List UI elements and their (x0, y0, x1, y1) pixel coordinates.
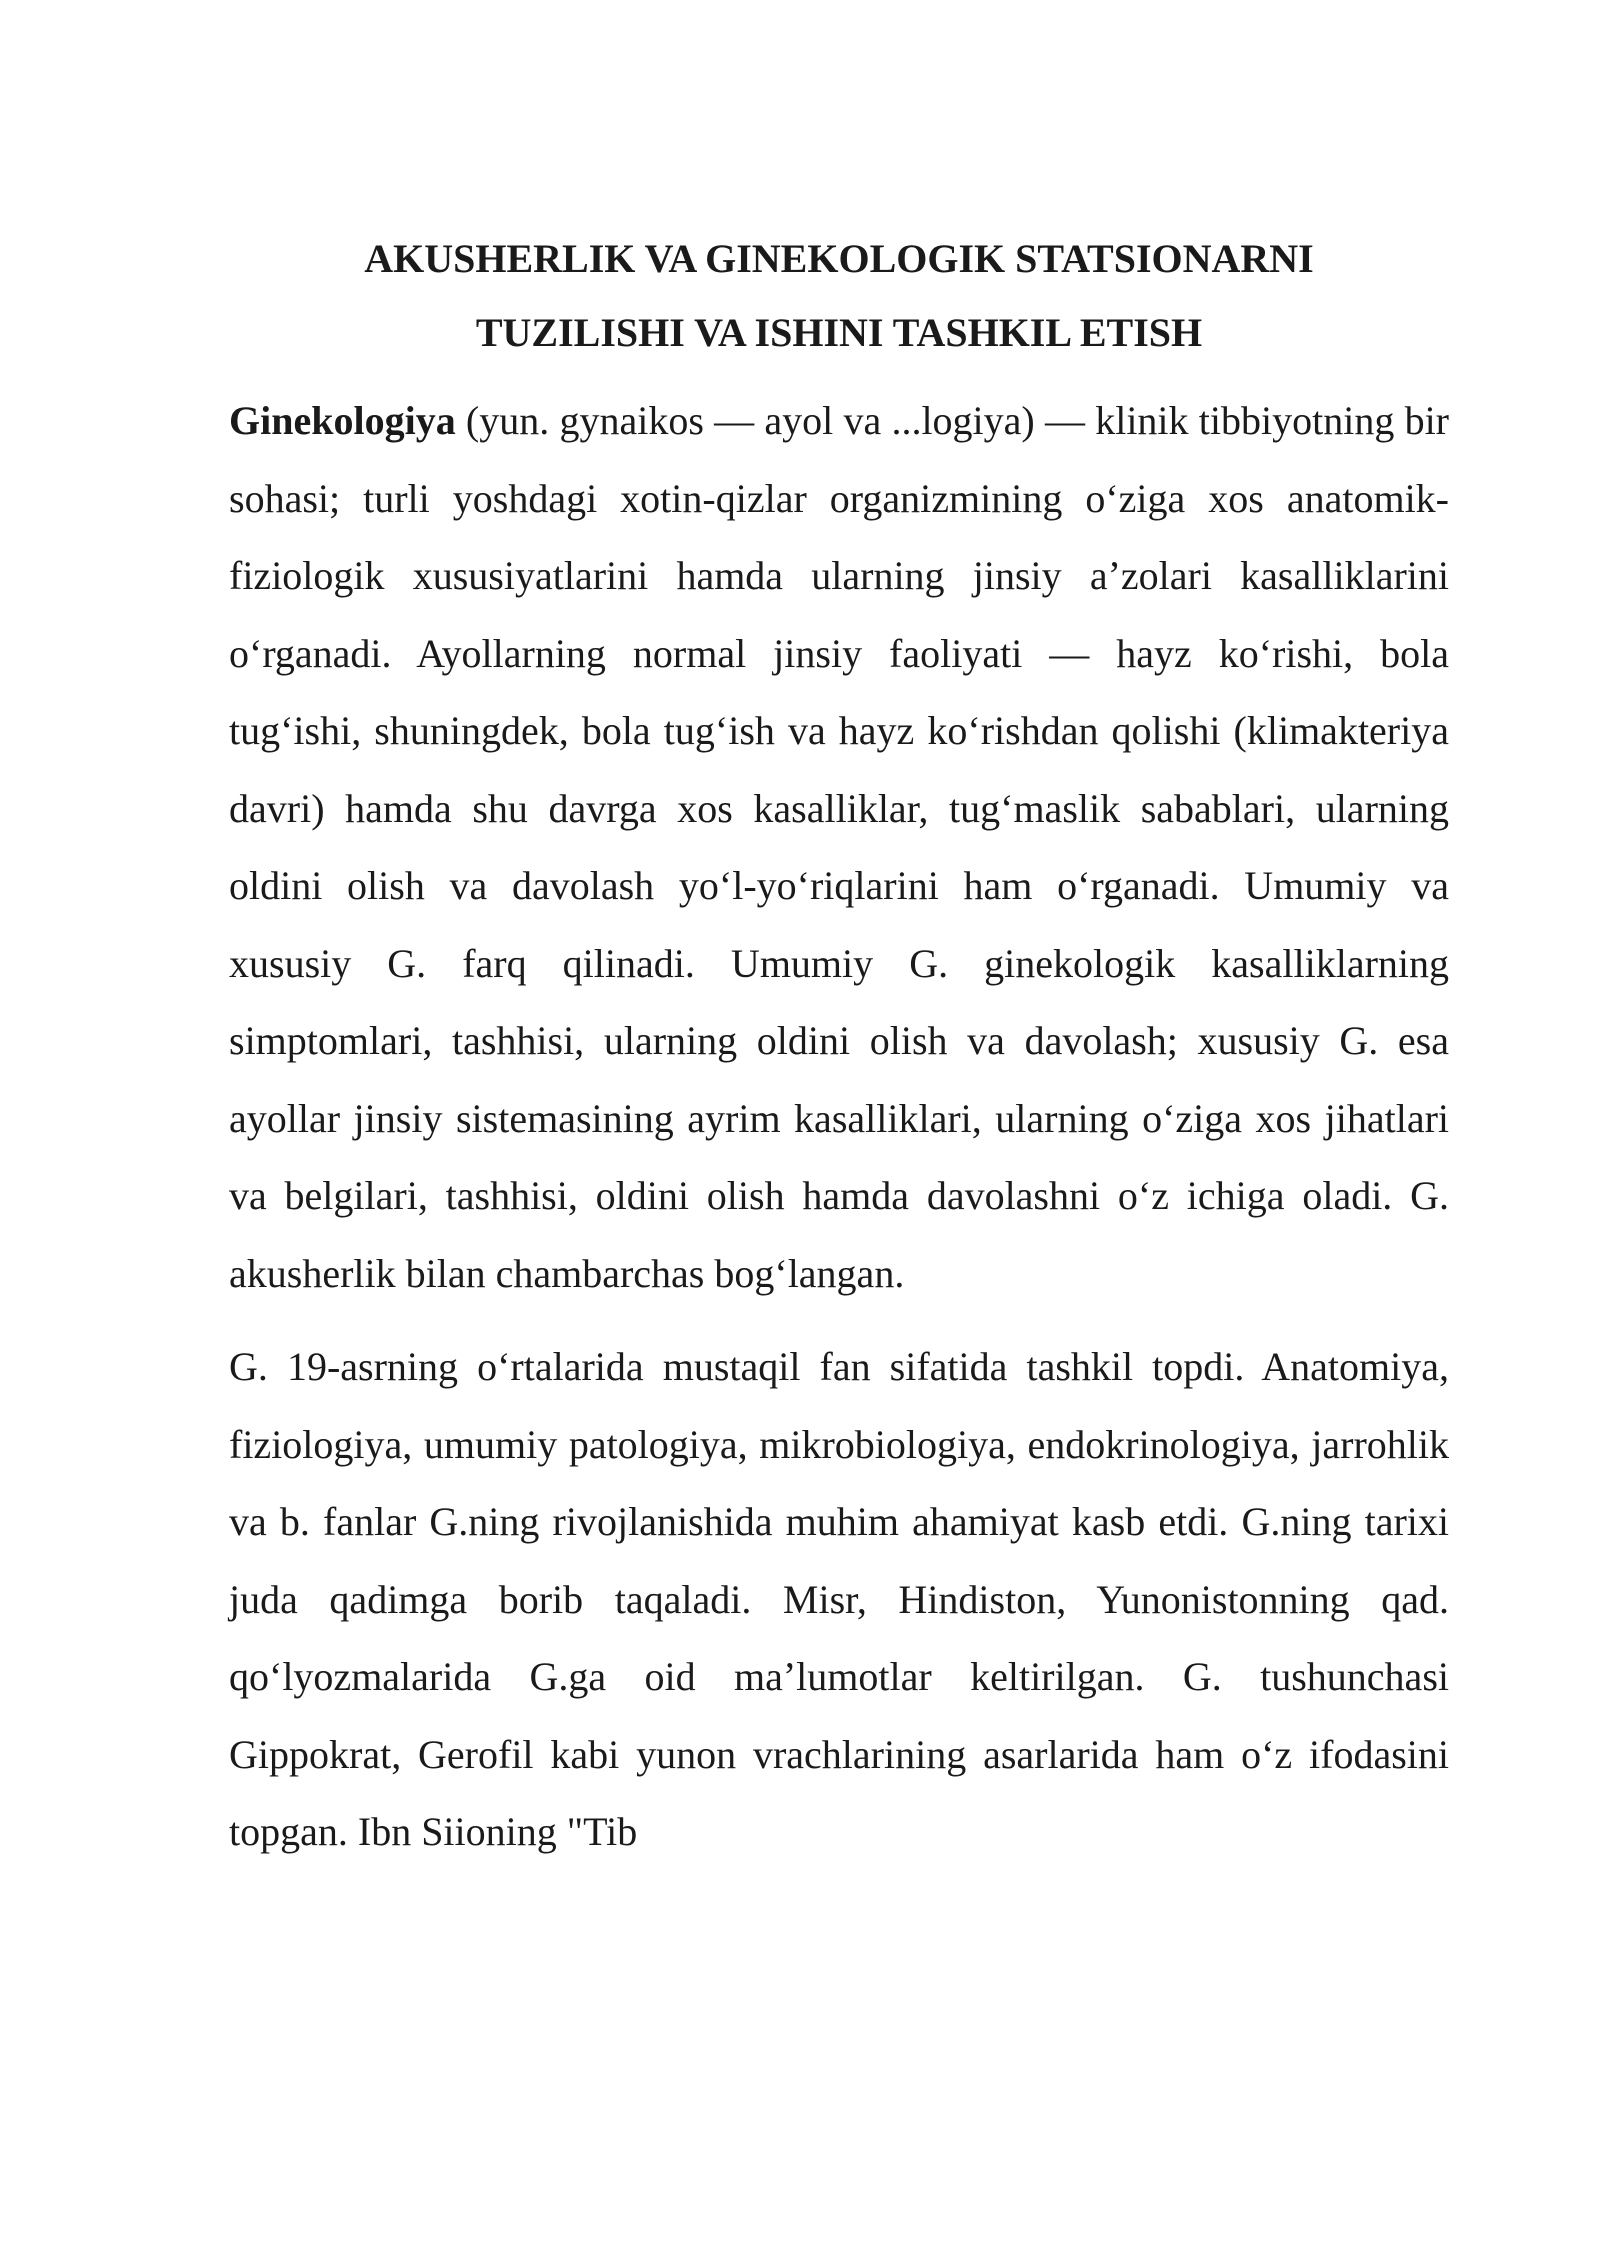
title-line-1: AKUSHERLIK VA GINEKOLOGIK STATSIONARNI (364, 236, 1314, 281)
document-title (229, 222, 1449, 370)
paragraph-2: G. 19-asrning oʻrtalarida mustaqil fan sifatida tashkil topdi. Anatomiya, fiziologiya, umumiy patologiya, mikrobiologiya, endokrinologiya, jarrohlik va b. fanlar G.ning rivojlanishida muhim ahamiyat kasb etdi. G.ning tarixi juda qadimga borib taqaladi. Misr, Hindiston, Yunonistonning qad. qoʻlyozmalarida G.ga oid maʼlumotlar keltirilgan. G. tushunchasi Gippokrat, Gerofil kabi yunon vrachlarining asarlarida ham oʻz ifodasini topgan. Ibn Siioning "Tib (229, 1344, 1449, 1854)
document-page (229, 222, 1449, 1871)
title-line-2: TUZILISHI VA ISHINI TASHKIL ETISH (475, 310, 1203, 355)
paragraph-1 (229, 382, 1449, 1312)
paragraph-1-text: (yun. gynaikos — ayol va ...logiya) — klinik tibbiyotning bir sohasi; turli yoshdagi xotin-qizlar organizmining oʻziga xos anatomik-fiziologik xususiyatlarini hamda ularning jinsiy aʼzolari kasalliklarini oʻrganadi. Ayollarning normal jinsiy faoliyati — hayz koʻrishi, bola tugʻishi, shuningdek, bola tugʻish va hayz koʻrishdan qolishi (klimakteriya davri) hamda shu davrga xos kasalliklar, tugʻmaslik sabablari, ularning oldini olish va davolash yoʻl-yoʻriqlarini ham oʻrganadi. Umumiy va xususiy G. farq qilinadi. Umumiy G. ginekologik kasalliklarning simptomlari, tashhisi, ularning oldini olish va davolash; xususiy G. esa ayollar jinsiy sistemasining ayrim kasalliklari, ularning oʻziga xos jihatlari va belgilari, tashhisi, oldini olish hamda davolashni oʻz ichiga oladi. G. akusherlik bilan chambarchas bogʻlangan. (229, 398, 1449, 1296)
paragraph-1-term: Ginekologiya (229, 398, 456, 443)
